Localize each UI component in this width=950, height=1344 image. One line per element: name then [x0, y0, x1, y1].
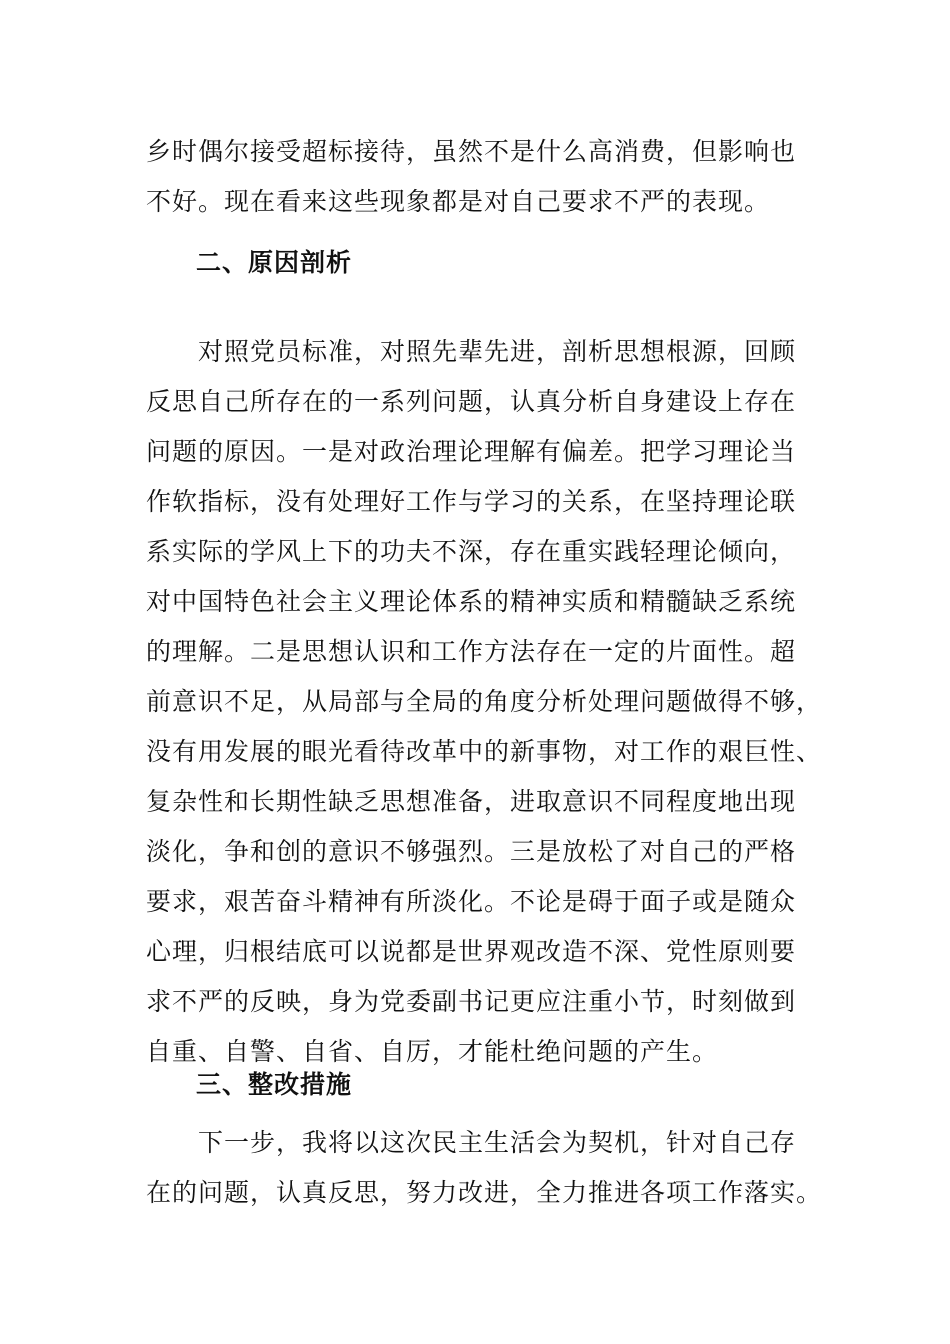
paragraph-line: 没有用发展的眼光看待改革中的新事物，对工作的艰巨性、	[146, 737, 823, 766]
paragraph-line: 对照党员标准，对照先辈先进，剖析思想根源，回顾	[146, 337, 797, 366]
paragraph-line: 不好。现在看来这些现象都是对自己要求不严的表现。	[146, 187, 771, 216]
paragraph-line: 反思自己所存在的一系列问题，认真分析自身建设上存在	[146, 387, 797, 416]
paragraph-line: 下一步，我将以这次民主生活会为契机，针对自己存	[146, 1128, 797, 1157]
paragraph-line: 心理，归根结底可以说都是世界观改造不深、党性原则要	[146, 937, 797, 966]
paragraph-line: 的理解。二是思想认识和工作方法存在一定的片面性。超	[146, 637, 797, 666]
paragraph-line: 系实际的学风上下的功夫不深，存在重实践轻理论倾向，	[146, 537, 797, 566]
paragraph-line: 在的问题，认真反思，努力改进，全力推进各项工作落实。	[146, 1178, 823, 1207]
rectification-paragraph	[146, 1118, 823, 1218]
paragraph-line: 作软指标，没有处理好工作与学习的关系，在坚持理论联	[146, 487, 797, 516]
paragraph-line: 复杂性和长期性缺乏思想准备，进取意识不同程度地出现	[146, 787, 797, 816]
continuation-paragraph	[146, 127, 806, 227]
paragraph-line: 要求，艰苦奋斗精神有所淡化。不论是碍于面子或是随众	[146, 887, 797, 916]
paragraph-line: 对中国特色社会主义理论体系的精神实质和精髓缺乏系统	[146, 587, 797, 616]
section-heading-causes: 二、原因剖析	[196, 248, 353, 277]
paragraph-line: 问题的原因。一是对政治理论理解有偏差。把学习理论当	[146, 437, 797, 466]
paragraph-line: 自重、自警、自省、自厉，才能杜绝问题的产生。	[146, 1037, 719, 1066]
paragraph-line: 乡时偶尔接受超标接待，虽然不是什么高消费，但影响也	[146, 137, 797, 166]
paragraph-line: 淡化，争和创的意识不够强烈。三是放松了对自己的严格	[146, 837, 797, 866]
paragraph-line: 求不严的反映，身为党委副书记更应注重小节，时刻做到	[146, 987, 797, 1016]
causes-paragraph	[146, 327, 823, 1077]
paragraph-line: 前意识不足，从局部与全局的角度分析处理问题做得不够，	[146, 687, 823, 716]
section-heading-rectification: 三、整改措施	[196, 1070, 353, 1099]
